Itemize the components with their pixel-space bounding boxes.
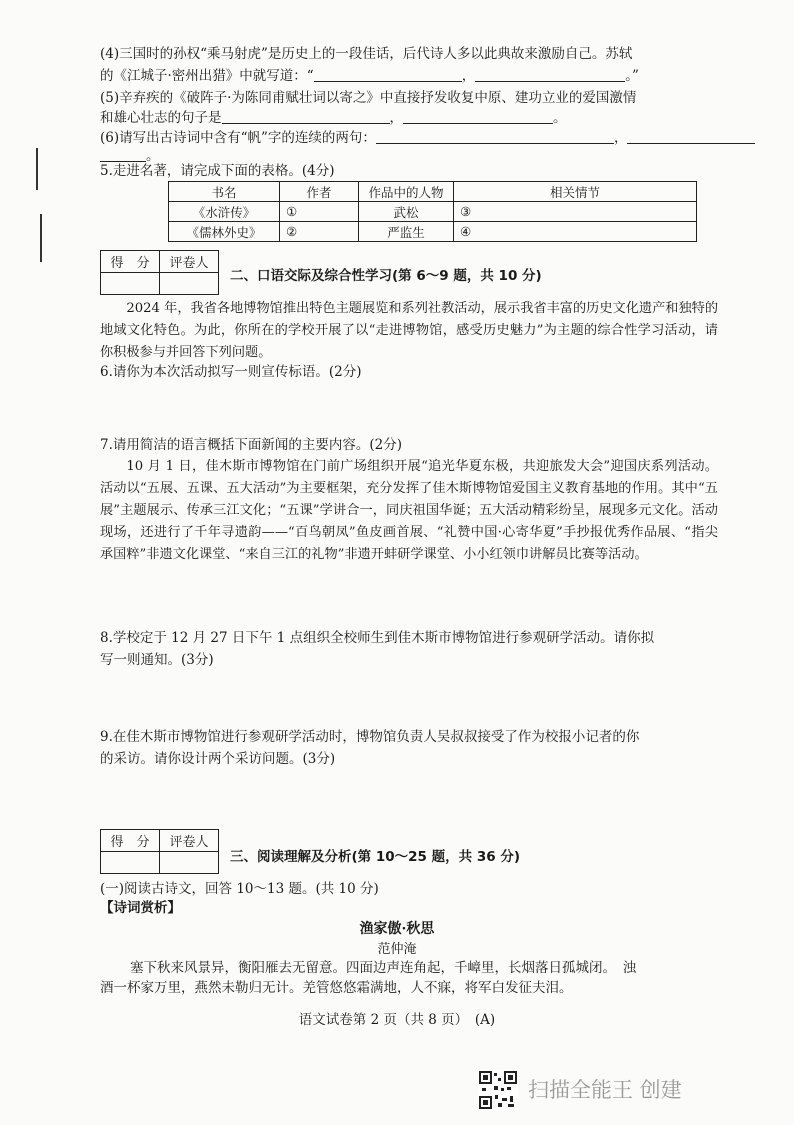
table-header: 作品中的人物 <box>359 182 454 202</box>
grader-label: 评卷人 <box>160 830 219 852</box>
grader-cell[interactable] <box>160 273 219 295</box>
score-box <box>100 250 219 295</box>
q4-item6-line1: (6)请写出古诗词中含有“帆”字的连续的两句： ， <box>100 128 755 148</box>
answer-blank[interactable] <box>100 147 146 162</box>
answer-blank[interactable] <box>376 129 614 144</box>
table-header: 相关情节 <box>454 182 697 202</box>
q8-line2: 写一则通知。(3分) <box>100 652 214 668</box>
q9-line2: 的采访。请你设计两个采访问题。(3分) <box>100 751 336 767</box>
grader-label: 评卷人 <box>160 251 219 273</box>
table-cell[interactable]: ② <box>280 222 359 242</box>
table-row <box>169 222 697 242</box>
table-cell: 严监生 <box>359 222 454 242</box>
section2-title: 二、口语交际及综合性学习(第 6～9 题，共 10 分) <box>230 268 542 284</box>
qr-code-icon <box>478 1070 518 1110</box>
table-cell[interactable]: ① <box>280 202 359 222</box>
q4-item5-line2: 和雄心壮志的句子是 ， 。 <box>100 110 567 126</box>
table-cell[interactable]: ④ <box>454 222 697 242</box>
q9-line1: 9.在佳木斯市博物馆进行参观研学活动时，博物馆负责人吴叔叔接受了作为校报小记者的你 <box>100 729 640 745</box>
poem-line: 酒一杯家万里，燕然未勒归无计。羌管悠悠霜满地，人不寐，将军白发征夫泪。 <box>100 980 573 996</box>
q4-item4-line1: (4)三国时的孙权“乘马射虎”是历史上的一段佳话，后代诗人多以此典故来激励自己。苏轼 <box>100 46 633 62</box>
q8-line1: 8.学校定于 12 月 27 日下午 1 点组织全校师生到佳木斯市博物馆进行参观研学活动。请你拟 <box>100 630 655 646</box>
answer-blank[interactable] <box>403 109 553 124</box>
section3-tag: 【诗词赏析】 <box>100 900 181 916</box>
answer-blank[interactable] <box>314 67 462 82</box>
poem-line: 塞下秋来风景异，衡阳雁去无留意。四面边声连角起，千嶂里，长烟落日孤城闭。 浊 <box>130 960 637 976</box>
q7-prompt: 7.请用简洁的语言概括下面新闻的主要内容。(2分) <box>100 437 403 453</box>
answer-blank[interactable] <box>222 109 390 124</box>
q5-prompt: 5.走进名著，请完成下面的表格。(4分) <box>100 163 335 179</box>
page-footer: 语文试卷第 2 页（共 8 页） (A) <box>298 1012 496 1028</box>
table-cell: 《水浒传》 <box>169 202 280 222</box>
poem-author: 范仲淹 <box>377 942 417 957</box>
scanner-watermark: 扫描全能王 创建 <box>528 1078 682 1102</box>
table-cell: 武松 <box>359 202 454 222</box>
q4-item6-line2: 。 <box>100 146 160 166</box>
q6-prompt: 6.请你为本次活动拟写一则宣传标语。(2分) <box>100 364 362 380</box>
grader-cell[interactable] <box>160 852 219 874</box>
answer-blank[interactable] <box>627 129 755 144</box>
book-table <box>168 181 697 242</box>
table-cell[interactable]: ③ <box>454 202 697 222</box>
score-box <box>100 829 219 874</box>
table-header: 作者 <box>280 182 359 202</box>
score-label: 得 分 <box>101 830 160 852</box>
score-cell[interactable] <box>101 273 160 295</box>
score-label: 得 分 <box>101 251 160 273</box>
answer-blank[interactable] <box>475 67 625 82</box>
poem-title: 渔家傲·秋思 <box>359 921 435 937</box>
section3-subsection: (一)阅读古诗文，回答 10～13 题。(共 10 分) <box>100 881 379 897</box>
binding-mark <box>40 214 42 262</box>
q4-item5-line1: (5)辛弃疾的《破阵子·为陈同甫赋壮词以寄之》中直接抒发收复中原、建功立业的爱国激情 <box>100 90 637 106</box>
section3-title: 三、阅读理解及分析(第 10～25 题，共 36 分) <box>230 849 520 865</box>
score-cell[interactable] <box>101 852 160 874</box>
table-cell: 《儒林外史》 <box>169 222 280 242</box>
q7-news: 10 月 1 日，佳木斯市博物馆在门前广场组织开展“追光华夏东极，共迎旅发大会”迎国庆系列活动。活动以“五展、五课、五大活动”为主要框架，充分发挥了佳木斯博物馆爱国主义教育基地的作用。其中“五展”主题展示、传承三江文化；“五课”学讲合一，同庆祖国华诞；五大活动精彩纷呈，展现多元文化。活动现场，还进行了千年寻遗韵——“百鸟朝凤”鱼皮画首展、“礼赞中国·心寄华夏”手抄报优秀作品展、“指尖承国粹”非遗文化课堂、“来自三江的礼物”非遗开蚌研学课堂、小小红领巾讲解员比赛等活动。 <box>100 459 718 562</box>
q4-item4-line2: 的《江城子·密州出猎》中就写道：“ ， 。” <box>100 68 639 84</box>
binding-mark <box>36 148 38 190</box>
table-row <box>169 202 697 222</box>
table-header: 书名 <box>169 182 280 202</box>
section2-intro: 2024 年，我省各地博物馆推出特色主题展览和系列社教活动，展示我省丰富的历史文化遗产和独特的地域文化特色。为此，你所在的学校开展了以“走进博物馆，感受历史魅力”为主题的综合性学习活动，请你积极参与并回答下列问题。 <box>100 301 719 360</box>
